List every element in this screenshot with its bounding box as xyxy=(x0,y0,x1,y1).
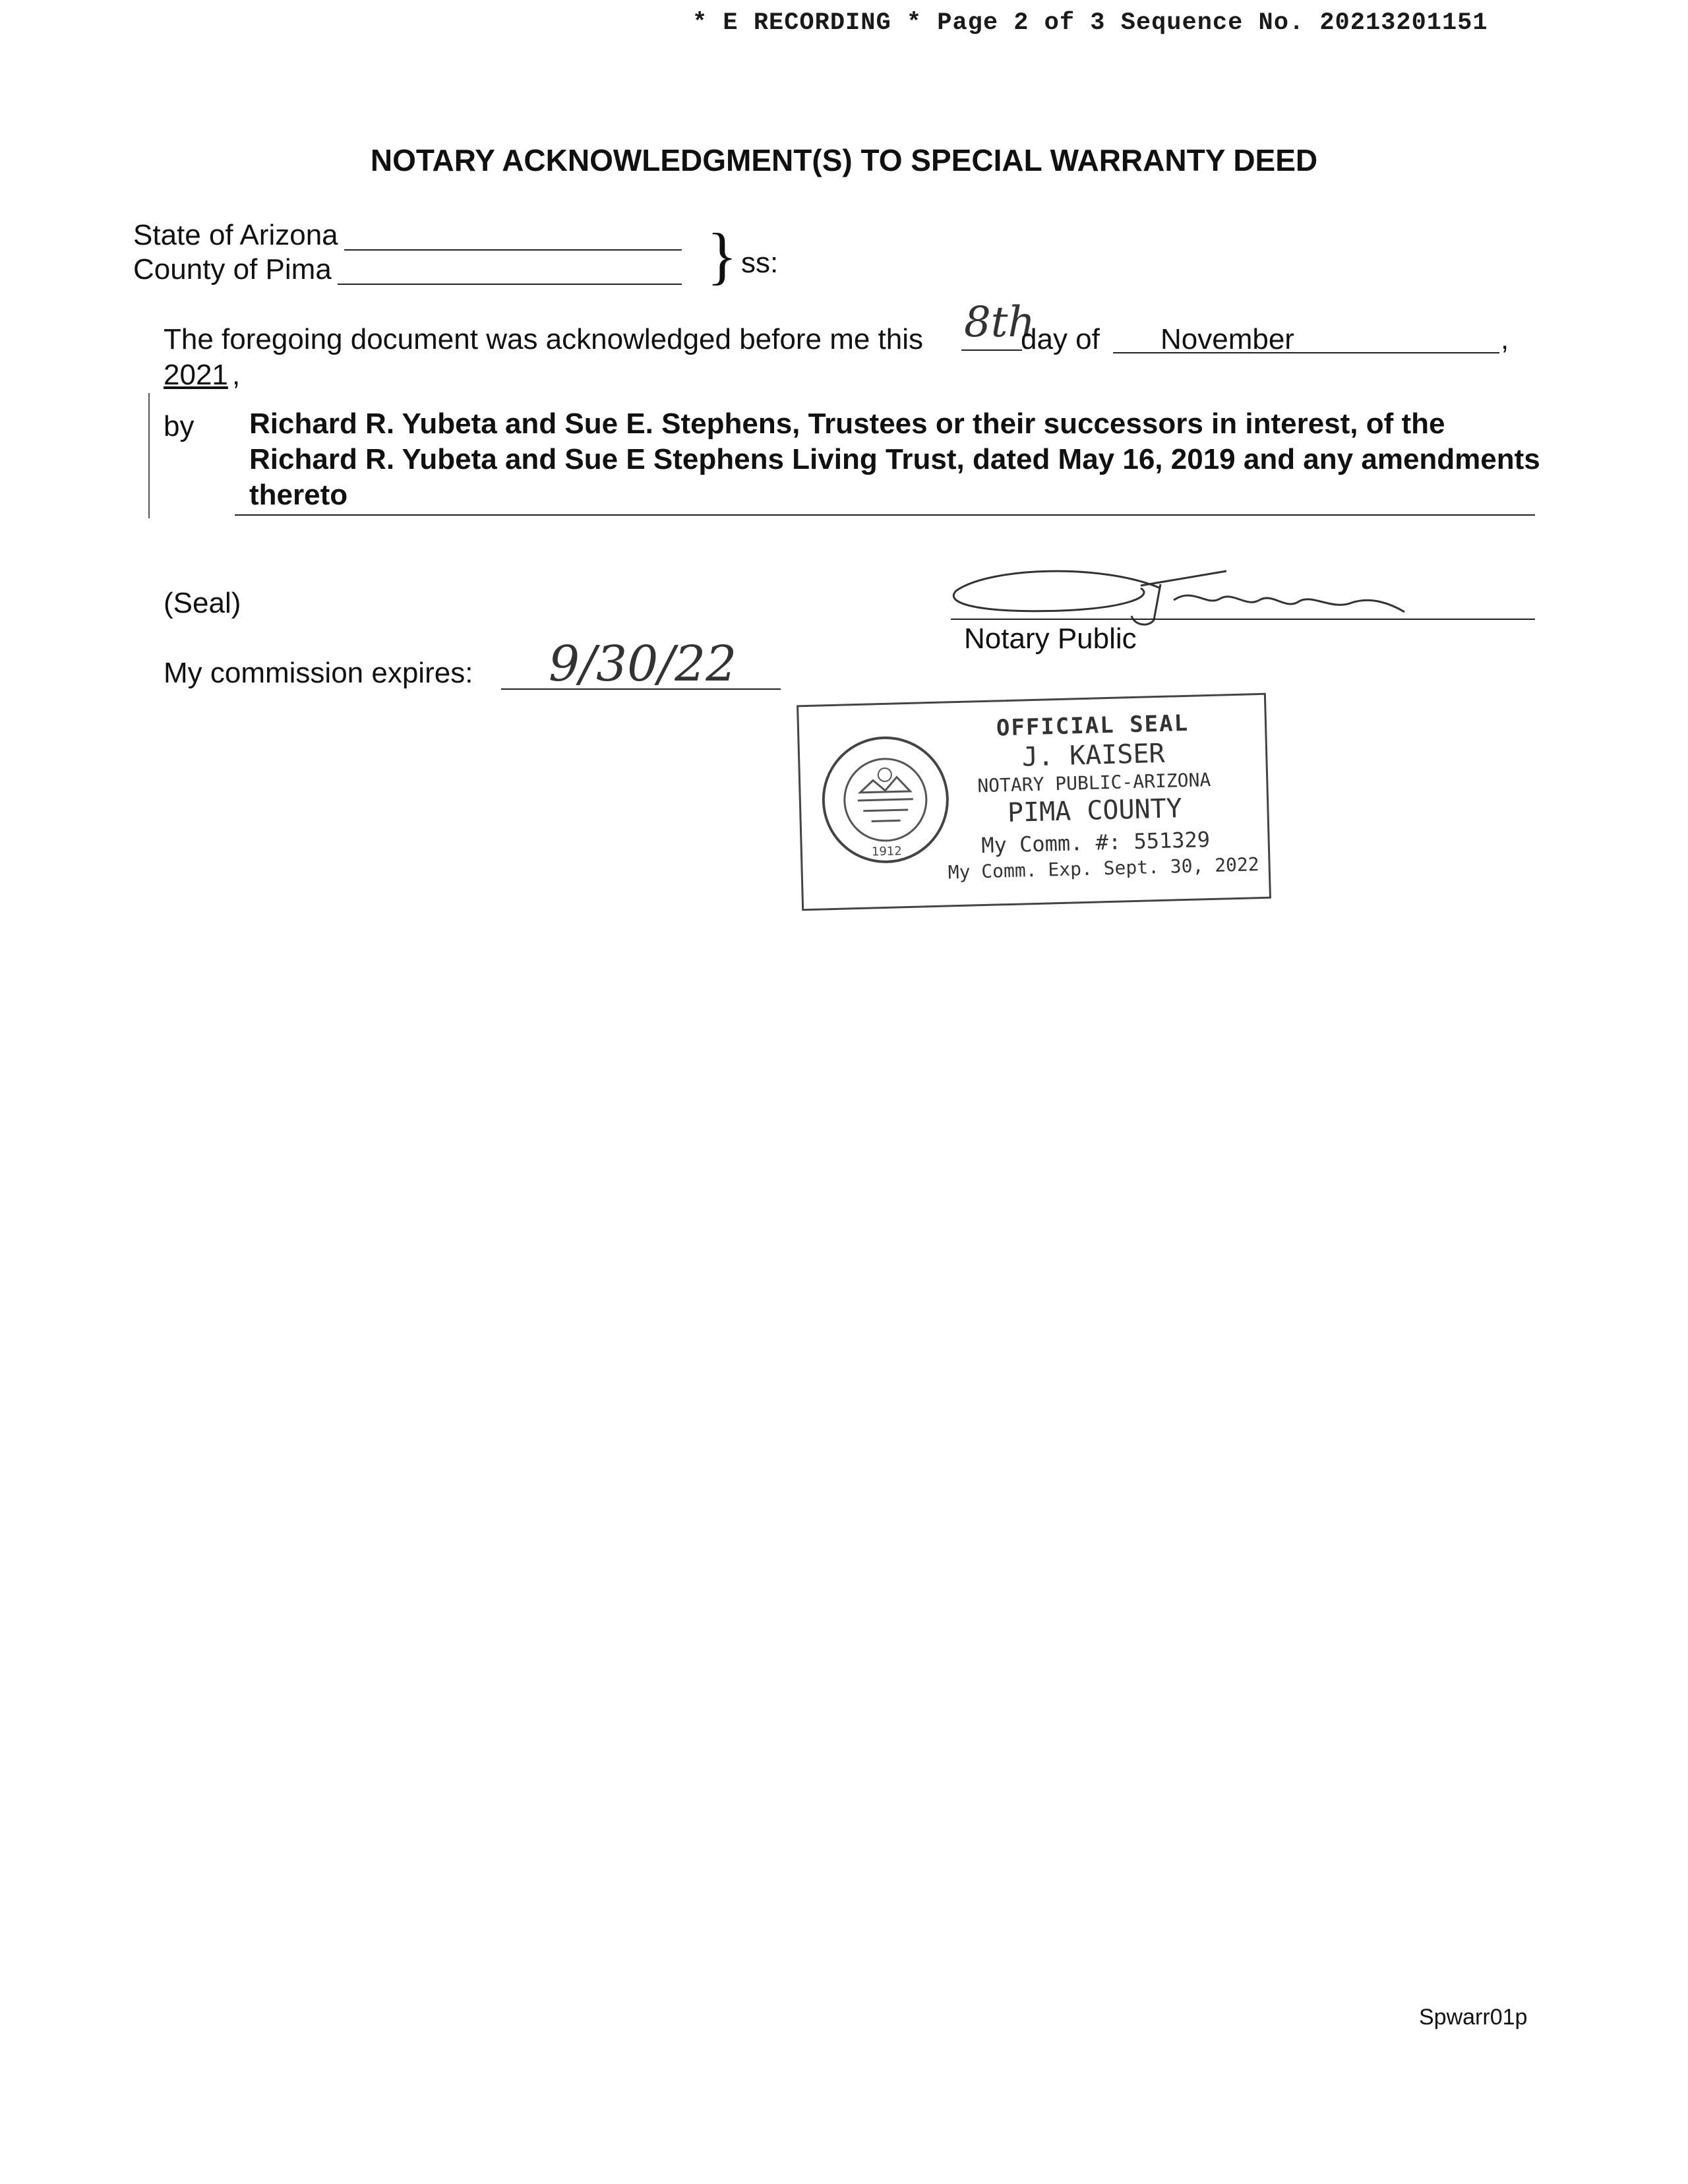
parties-underline xyxy=(235,514,1535,516)
margin-bar xyxy=(148,393,150,518)
official-seal-stamp xyxy=(797,693,1271,911)
stamp-line-commission-expiry: My Comm. Exp. Sept. 30, 2022 xyxy=(948,853,1260,884)
stamp-line-official-seal: OFFICIAL SEAL xyxy=(996,710,1190,742)
day-of-label: day of xyxy=(1021,323,1100,355)
emblem-year: 1912 xyxy=(871,844,903,859)
month-underline xyxy=(1113,352,1499,353)
notary-public-label: Notary Public xyxy=(964,622,1137,655)
commission-label: My commission expires: xyxy=(164,657,473,689)
month-comma: , xyxy=(1501,323,1509,355)
arizona-great-seal-emblem xyxy=(818,732,953,867)
notary-signature-line xyxy=(951,619,1535,620)
stamp-line-title: NOTARY PUBLIC-ARIZONA xyxy=(977,768,1211,797)
by-label: by xyxy=(164,410,195,442)
document-title: NOTARY ACKNOWLEDGMENT(S) TO SPECIAL WARRANTY DEED xyxy=(370,143,1318,177)
day-handwritten: 8th xyxy=(964,298,1035,347)
form-code: Spwarr01p xyxy=(1419,2005,1528,2030)
stamp-line-county: PIMA COUNTY xyxy=(1007,793,1183,829)
commission-date-handwritten: 9/30/22 xyxy=(549,636,737,692)
day-underline xyxy=(961,349,1022,351)
venue-brace: } xyxy=(707,220,738,291)
acknowledgment-lead: The foregoing document was acknowledged before me this xyxy=(164,323,924,355)
state-label: State of Arizona xyxy=(133,219,338,251)
month-value: November xyxy=(1160,323,1294,355)
stamp-line-name: J. KAISER xyxy=(1021,738,1166,773)
county-underline xyxy=(338,284,682,285)
stamp-line-commission-number: My Comm. #: 551329 xyxy=(980,827,1211,859)
recording-header: * E RECORDING * Page 2 of 3 Sequence No. 20213201151 xyxy=(692,9,1488,37)
seal-label: (Seal) xyxy=(164,587,241,619)
ss-label: ss: xyxy=(741,247,779,279)
year-value: 2021 xyxy=(164,359,228,391)
year-comma: , xyxy=(232,359,241,391)
state-underline xyxy=(344,249,682,251)
county-label: County of Pima xyxy=(133,253,332,286)
commission-underline xyxy=(501,688,781,690)
parties-text: Richard R. Yubeta and Sue E. Stephens, Trustees or their successors in interest, of the Richard R. Yubeta and Sue E Stephens Living Trust, dated May 16, 2019 and any amendments thereto xyxy=(249,408,1540,511)
